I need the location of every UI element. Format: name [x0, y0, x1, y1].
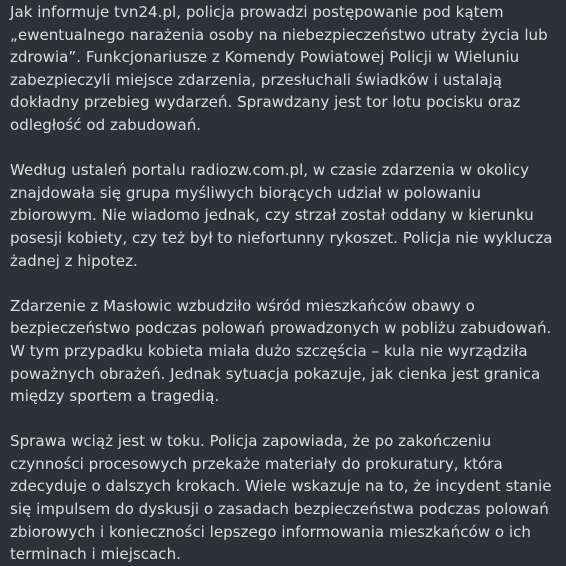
message-paragraph: Według ustaleń portalu radiozw.com.pl, w czasie zdarzenia w okolicy znajdowała się grupa myśliwych biorących udział w polowaniu zbiorowym. Nie wiadomo jednak, czy strzał został oddany w kierunku posesji kobiety, czy też był to niefortunny rykoszet. Policja nie wyklucza żadnej z hipotez.	[10, 161, 553, 270]
message-paragraph: Zdarzenie z Masłowic wzbudziło wśród mieszkańców obawy o bezpieczeństwo podczas polowań prowadzonych w pobliżu zabudowań. W tym przypadku kobieta miała dużo szczęścia – kula nie wyrządziła poważnych obrażeń. Jednak sytuacja pokazuje, jak cienka jest granica między sportem a tragedią.	[10, 296, 552, 406]
message-paragraph: Jak informuje tvn24.pl, policja prowadzi postępowanie pod kątem „ewentualnego narażenia osoby na niebezpieczeństwo utraty życia lub zdrowia”. Funkcjonariusze z Komendy Powiatowej Policji w Wieluniu zabezpieczyli miejsce zdarzenia, przesłuchali świadków i ustalają dokładny przebieg wydarzeń. Sprawdzany jest tor lotu pocisku oraz odległość od zabudowań.	[10, 3, 548, 134]
message-paragraph: Sprawa wciąż jest w toku. Policja zapowiada, że po zakończeniu czynności procesowych przekaże materiały do prokuratury, która zdecyduje o dalszych krokach. Wiele wskazuje na to, że incydent stanie się impulsem do dyskusji o zasadach bezpieczeństwa podczas polowań zbiorowych i konieczności lepszego informowania mieszkańców o ich terminach i miejscach.	[10, 432, 552, 564]
message-body	[10, 1, 560, 566]
